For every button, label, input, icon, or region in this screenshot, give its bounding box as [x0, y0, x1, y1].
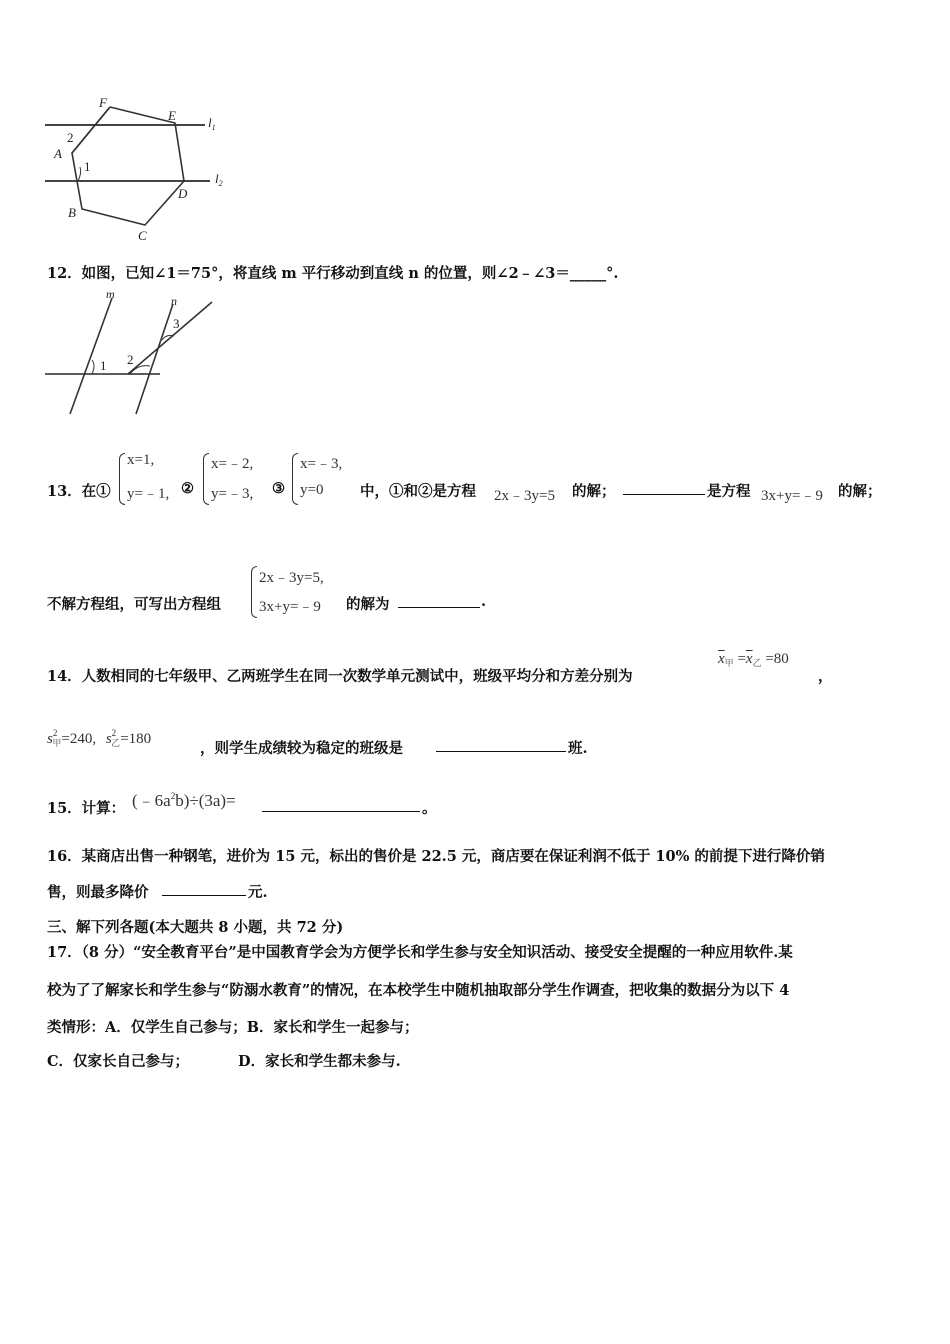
question-17-line3: 类情形：A．仅学生自己参与；B．家长和学生一起参与； — [47, 1019, 419, 1036]
q13-sol-text: 的解； — [572, 483, 616, 500]
label-angle-2: 2 — [67, 130, 74, 145]
label-angle-2: 2 — [127, 352, 134, 367]
label-A: A — [54, 146, 62, 161]
label-B: B — [68, 205, 76, 220]
q15-expression: $(﹣6a^2b)\div(3a)=$ — [132, 791, 236, 810]
question-17-line4a: C．仅家长自己参与； — [47, 1053, 190, 1070]
answer-blank-13a[interactable] — [623, 480, 705, 499]
system-4-eq1: 2x﹣3y=5, — [259, 570, 324, 586]
system-2-eq2: y=﹣3, — [211, 486, 254, 502]
system-1-brace — [119, 453, 125, 505]
q13-is-eq-text: 是方程 — [707, 483, 751, 500]
q13-sol2-text: 的解； — [838, 483, 882, 500]
label-F: F — [99, 95, 107, 110]
question-17-line4b: D．家长和学生都未参与. — [238, 1053, 401, 1070]
system-4-brace — [251, 566, 257, 618]
figure-q11-hexagon — [40, 95, 240, 245]
system-4-eq2: 3x+y=﹣9 — [259, 599, 321, 615]
question-14-text: 14．人数相同的七年级甲、乙两班学生在同一次数学单元测试中，班级平均分和方差分别为 — [47, 668, 633, 685]
question-17-line2: 校为了了解家长和学生参与“防溺水教育”的情况，在本校学生中随机抽取部分学生作调查，把收集的数据分为以下 4 — [47, 982, 790, 999]
system-3-brace — [292, 453, 298, 505]
circled-3: ③ — [272, 480, 285, 497]
answer-blank-14[interactable] — [436, 737, 566, 756]
mean-expression: $\overline{x}_甲 =\overline{x}_乙 =80$ — [718, 651, 789, 668]
figure-q12-parallel-lines — [40, 288, 220, 418]
system-2-brace — [203, 453, 209, 505]
system-1-eq2: y=﹣1, — [127, 486, 170, 502]
system-3-eq1: x=﹣3, — [300, 456, 343, 472]
equation-1: 2x﹣3y=5 — [494, 488, 555, 504]
label-angle-1: 1 — [84, 159, 91, 174]
question-16-line1: 16．某商店出售一种钢笔，进价为 15 元，标出的售价是 22.5 元，商店要在保证利润不低于 10% 的前提下进行降价销 — [47, 848, 825, 865]
label-E: E — [168, 108, 176, 123]
angle-arc-1 — [92, 360, 94, 374]
q13-mid-text: 中，①和②是方程 — [360, 483, 476, 500]
question-16-line2b: 元. — [248, 884, 268, 901]
label-l2: $l_2$ — [215, 171, 223, 188]
answer-blank-16[interactable] — [162, 881, 246, 900]
label-angle-3: 3 — [173, 316, 180, 331]
q14-tail: ，则学生成绩较为稳定的班级是 — [200, 740, 403, 757]
system-3-eq2: y=0 — [300, 482, 324, 498]
angle-arc-1 — [78, 167, 81, 181]
question-16-line2a: 售，则最多降价 — [47, 884, 149, 901]
system-1-eq1: x=1, — [127, 452, 155, 468]
q13-end: . — [481, 593, 487, 610]
variance-expression: $s^2_甲=240$, $s^2_乙=180$ — [47, 728, 152, 748]
label-l1: $l_1$ — [208, 115, 216, 132]
q14-comma: ， — [818, 668, 833, 685]
question-13-number: 13．在① — [47, 483, 111, 500]
question-12-text: 12．如图，已知∠1＝75°，将直线 m 平行移动到直线 n 的位置，则∠2﹣∠3＝_____°. — [47, 265, 619, 282]
q13-line2-text: 不解方程组，可写出方程组 — [47, 596, 221, 613]
line-m — [70, 298, 112, 414]
answer-blank-13b[interactable] — [398, 593, 480, 612]
line-af-ext — [72, 107, 110, 153]
label-angle-1: 1 — [100, 358, 107, 373]
q15-end: 。 — [422, 800, 437, 817]
label-n: n — [171, 294, 177, 308]
question-17-line1: 17．（8 分）“安全教育平台”是中国教育学会为方便学长和学生参与安全知识活动、接受安全提醒的一种应用软件.某 — [47, 944, 793, 961]
equation-2: 3x+y=﹣9 — [761, 488, 823, 504]
label-D: D — [178, 186, 188, 201]
line-n — [136, 304, 173, 414]
label-C: C — [138, 228, 147, 243]
label-m: m — [106, 288, 115, 301]
system-2-eq1: x=﹣2, — [211, 456, 254, 472]
q13-line2-sol: 的解为 — [346, 596, 390, 613]
section-3-title: 三、解下列各题(本大题共 8 小题，共 72 分) — [47, 919, 344, 936]
question-15-label: 15．计算： — [47, 800, 126, 817]
answer-blank-15[interactable] — [262, 797, 420, 816]
q14-ban: 班. — [568, 740, 588, 757]
circled-2: ② — [181, 480, 194, 497]
